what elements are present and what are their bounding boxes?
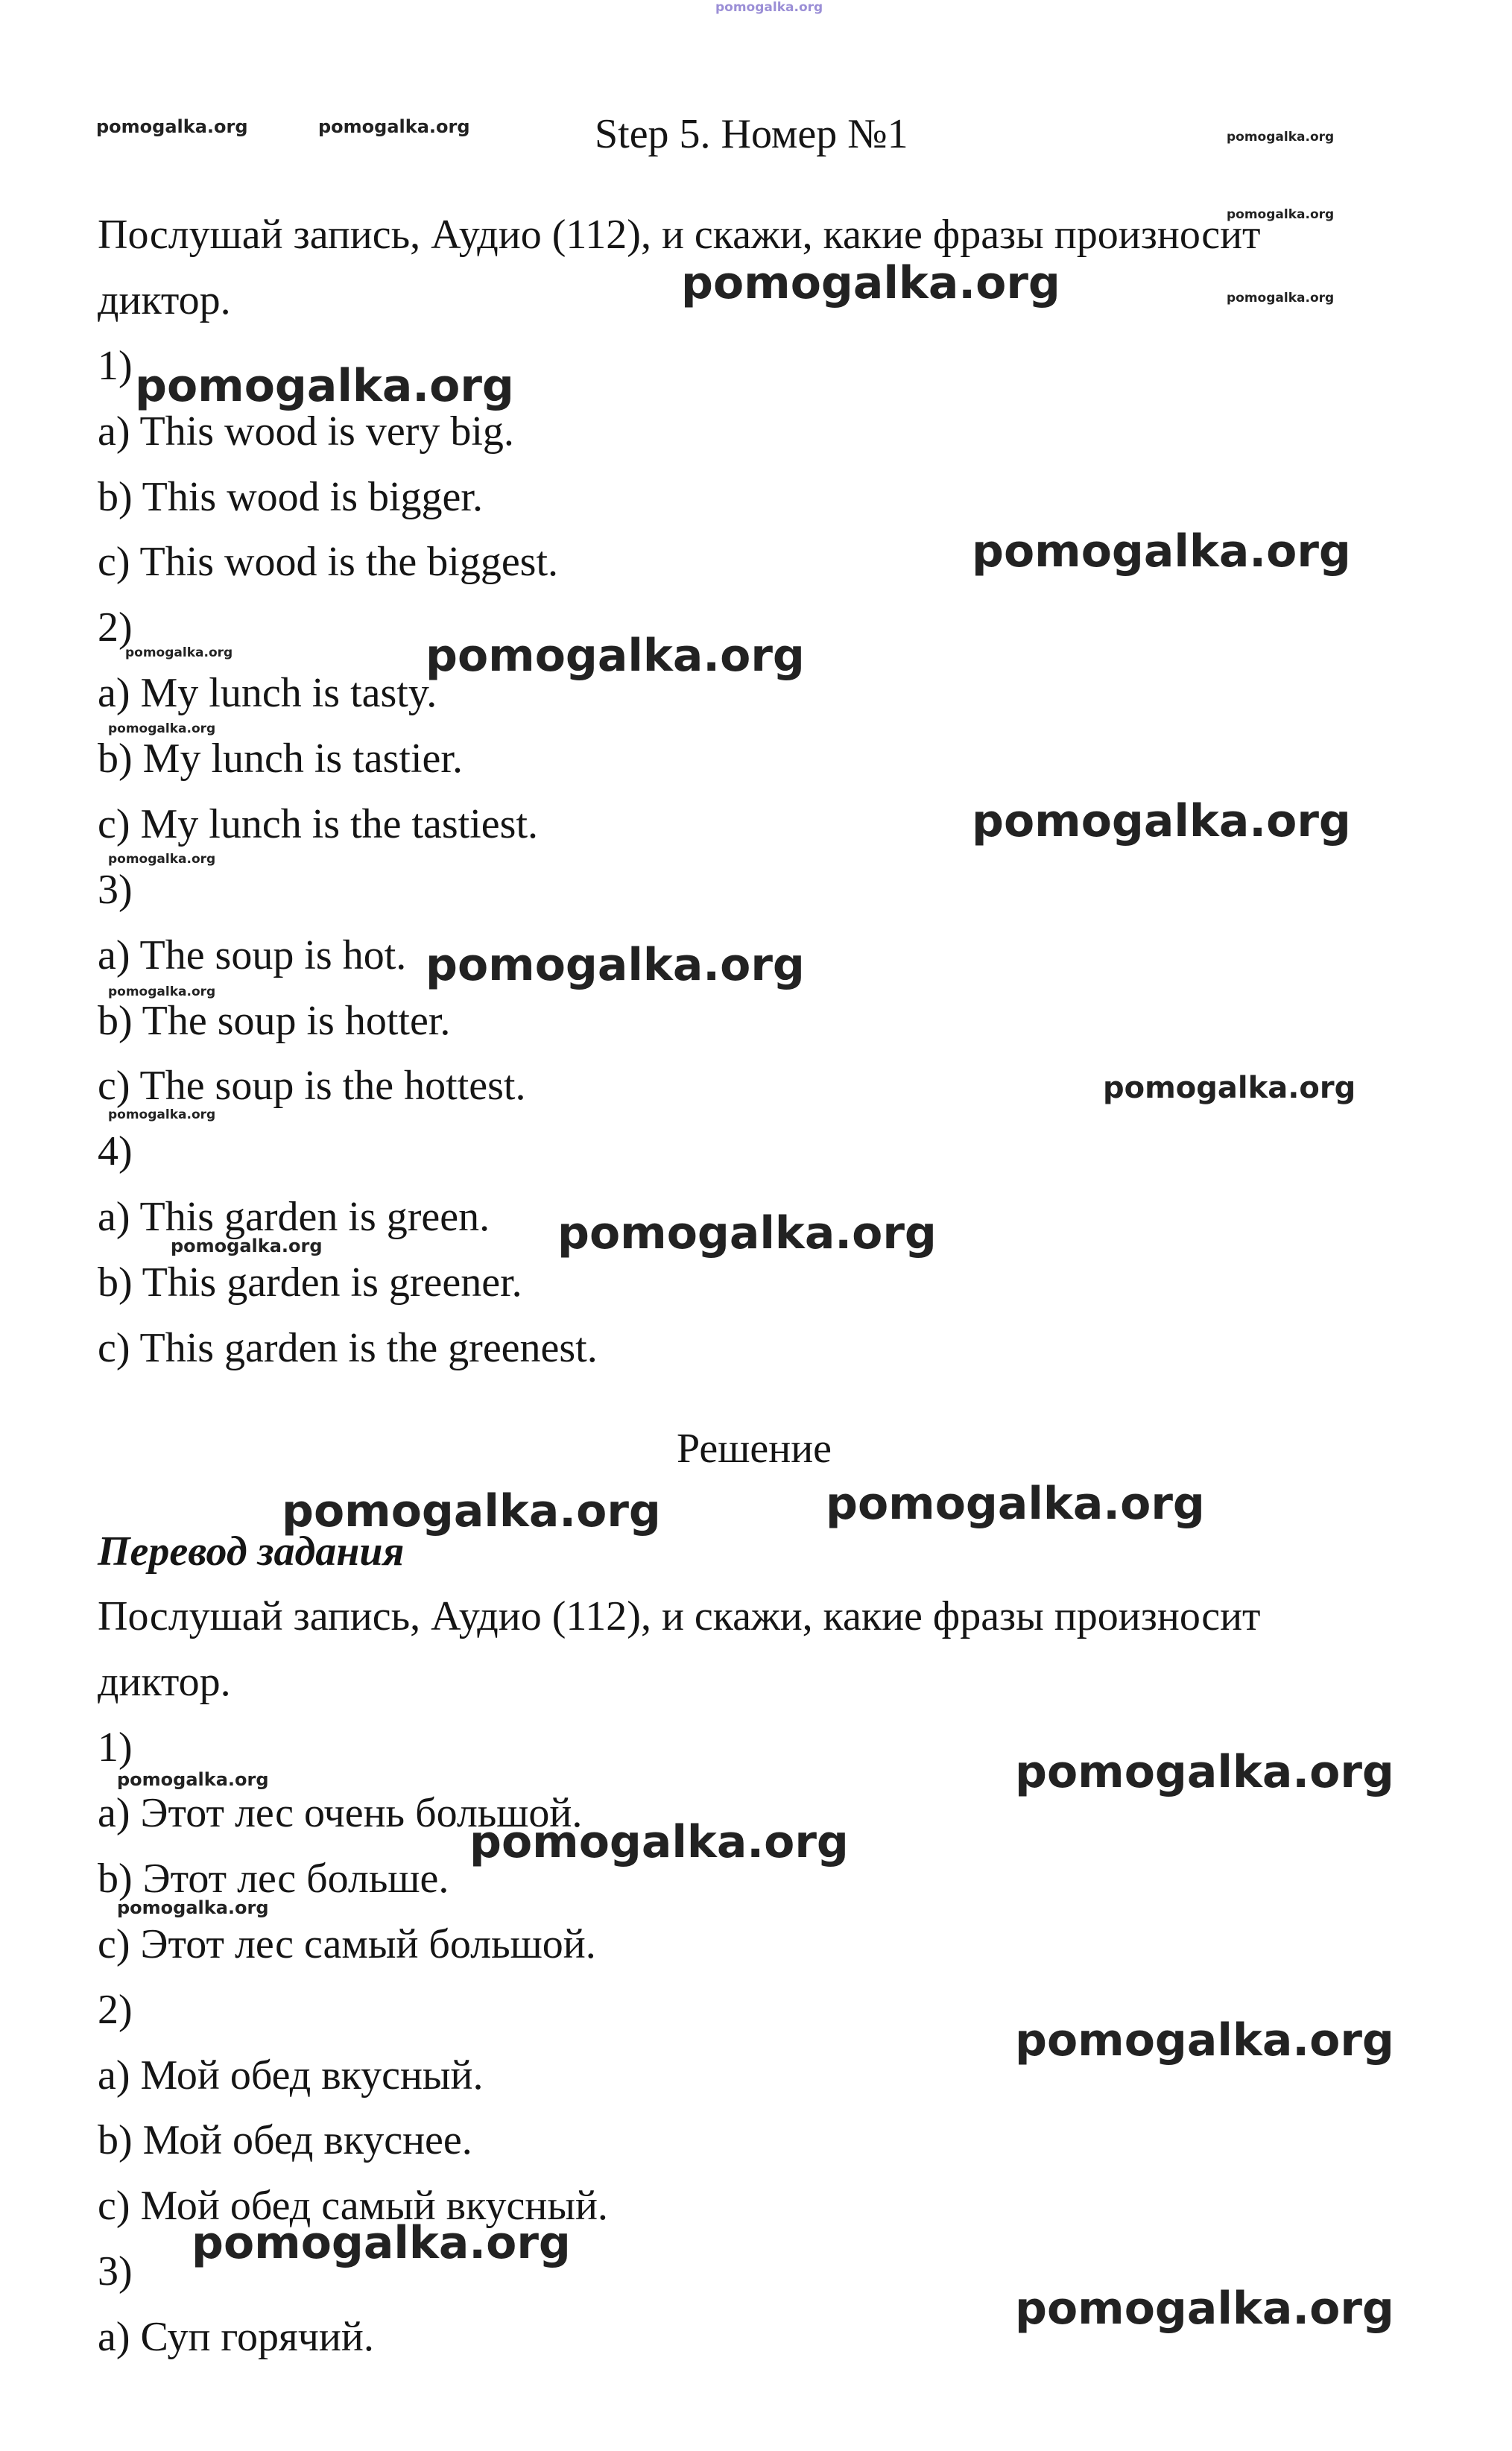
task-group-1-number: 1) xyxy=(98,343,133,389)
watermark: pomogalka.org xyxy=(681,257,1060,309)
watermark: pomogalka.org xyxy=(96,116,248,137)
task-group-4-option-c: c) This garden is the greenest. xyxy=(98,1325,598,1371)
watermark: pomogalka.org xyxy=(318,116,470,137)
task-group-1-option-a: a) This wood is very big. xyxy=(98,408,514,455)
watermark: pomogalka.org xyxy=(469,1816,849,1868)
watermark: pomogalka.org xyxy=(1015,2014,1394,2066)
task-prompt-line-2: диктор. xyxy=(98,277,231,323)
solution-group-1-option-a: a) Этот лес очень большой. xyxy=(98,1790,583,1836)
task-group-4-number: 4) xyxy=(98,1128,133,1174)
solution-group-2-option-c: c) Мой обед самый вкусный. xyxy=(98,2183,608,2229)
task-group-1-option-b: b) This wood is bigger. xyxy=(98,474,483,520)
task-group-4-option-a: a) This garden is green. xyxy=(98,1194,490,1240)
watermark: pomogalka.org xyxy=(108,1107,216,1122)
watermark: pomogalka.org xyxy=(108,984,216,999)
task-group-2-option-b: b) My lunch is tastier. xyxy=(98,736,463,782)
translation-heading: Перевод задания xyxy=(98,1528,405,1575)
task-prompt-line-1: Послушай запись, Аудио (112), и скажи, какие фразы произносит xyxy=(98,212,1261,258)
task-group-3-option-c: c) The soup is the hottest. xyxy=(98,1063,526,1109)
task-group-3-option-a: a) The soup is hot. xyxy=(98,932,407,978)
task-group-2-option-c: c) My lunch is the tastiest. xyxy=(98,801,539,847)
watermark: pomogalka.org xyxy=(1227,207,1335,222)
watermark: pomogalka.org xyxy=(108,852,216,867)
solution-group-3-option-a: a) Суп горячий. xyxy=(98,2314,374,2360)
task-group-3-number: 3) xyxy=(98,867,133,913)
watermark: pomogalka.org xyxy=(972,525,1351,578)
watermark: pomogalka.org xyxy=(117,1897,269,1918)
solution-group-1-option-b: b) Этот лес больше. xyxy=(98,1856,449,1902)
task-group-4-option-b: b) This garden is greener. xyxy=(98,1259,522,1306)
watermark: pomogalka.org xyxy=(1015,2283,1394,2335)
watermark: pomogalka.org xyxy=(125,645,233,660)
watermark: pomogalka.org xyxy=(826,1478,1205,1530)
solution-group-2-number: 2) xyxy=(98,1987,133,2033)
solution-prompt-line-1: Послушай запись, Аудио (112), и скажи, какие фразы произносит xyxy=(98,1593,1261,1639)
watermark: pomogalka.org xyxy=(108,721,216,736)
task-group-3-option-b: b) The soup is hotter. xyxy=(98,998,451,1044)
solution-group-2-option-b: b) Мой обед вкуснее. xyxy=(98,2117,472,2163)
watermark: pomogalka.org xyxy=(557,1207,937,1259)
watermark: pomogalka.org xyxy=(426,939,805,991)
watermark: pomogalka.org xyxy=(1015,1746,1394,1798)
solution-prompt-line-2: диктор. xyxy=(98,1659,231,1705)
watermark: pomogalka.org xyxy=(117,1769,269,1790)
solution-group-3-number: 3) xyxy=(98,2248,133,2295)
watermark: pomogalka.org xyxy=(426,630,805,682)
watermark: pomogalka.org xyxy=(171,1236,323,1256)
solution-group-1-number: 1) xyxy=(98,1724,133,1771)
watermark: pomogalka.org xyxy=(1227,291,1335,306)
solution-group-2-option-a: a) Мой обед вкусный. xyxy=(98,2052,484,2099)
solution-heading: Решение xyxy=(677,1426,832,1472)
watermark: pomogalka.org xyxy=(282,1485,661,1537)
watermark: pomogalka.org xyxy=(192,2217,571,2269)
page-title: Step 5. Номер №1 xyxy=(595,111,908,157)
watermark: pomogalka.org xyxy=(135,360,514,412)
task-group-1-option-c: c) This wood is the biggest. xyxy=(98,539,559,585)
task-group-2-option-a: a) My lunch is tasty. xyxy=(98,670,437,716)
top-watermark: pomogalka.org xyxy=(715,0,823,15)
watermark: pomogalka.org xyxy=(972,795,1351,847)
task-group-2-number: 2) xyxy=(98,604,133,651)
solution-group-1-option-c: c) Этот лес самый большой. xyxy=(98,1921,596,1967)
watermark: pomogalka.org xyxy=(1103,1071,1356,1105)
watermark: pomogalka.org xyxy=(1227,130,1335,145)
